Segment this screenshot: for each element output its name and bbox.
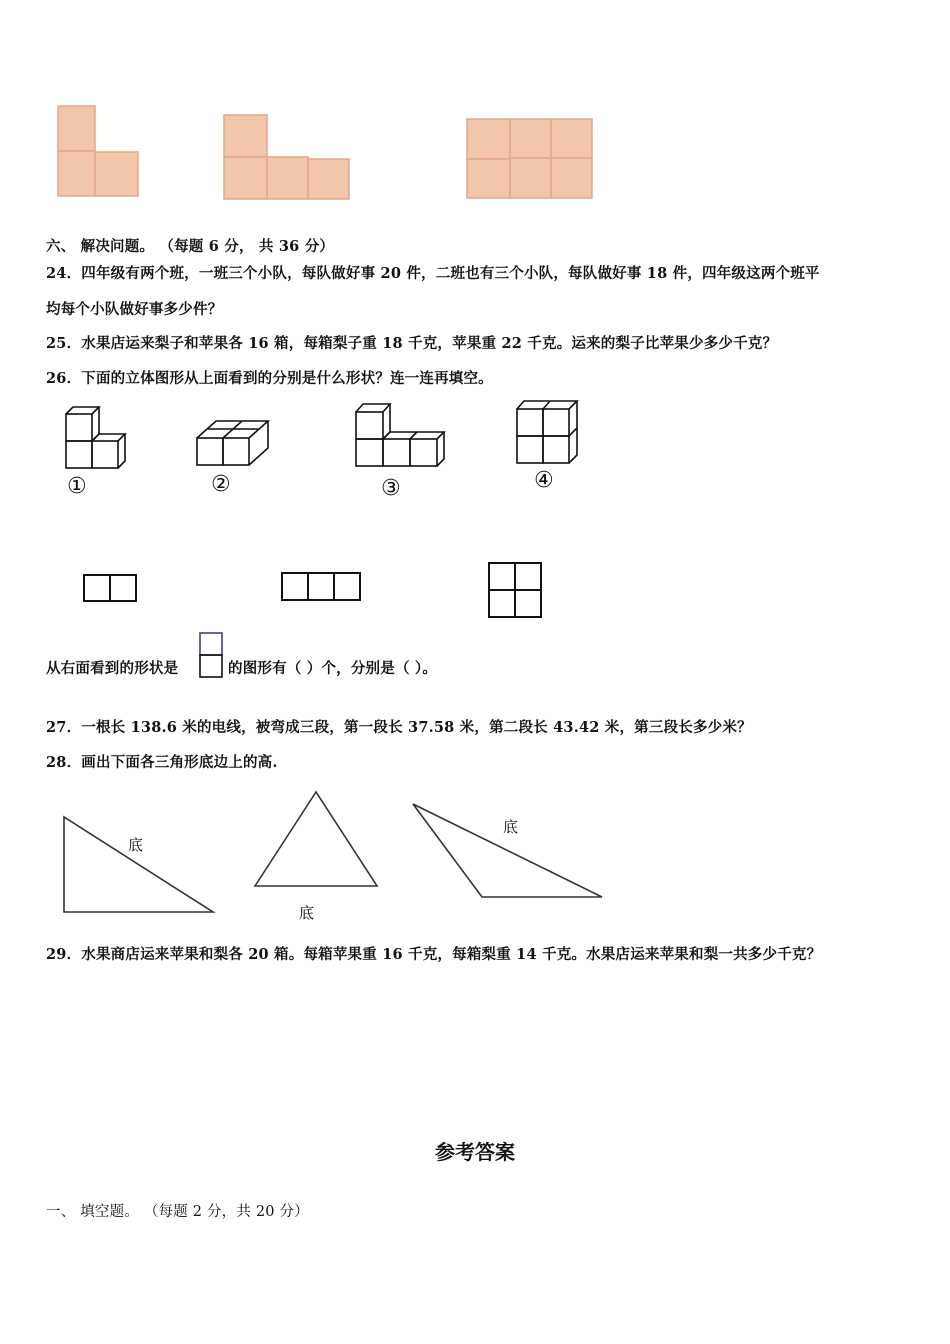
figure-label-1: ①: [67, 474, 87, 499]
figure-label-3: ③: [381, 476, 401, 501]
q24-line2: 均每个小队做好事多少件？: [46, 301, 223, 318]
triangle-2-base-label: 底: [299, 904, 315, 922]
q28-text: 28．画出下面各三角形底边上的高.: [46, 754, 278, 771]
q26-text: 26．下面的立体图形从上面看到的分别是什么形状？连一连再填空。: [46, 370, 493, 387]
q27-text: 27．一根长 138.6 米的电线，被弯成三段，第一段长 37.58 米，第二段长 43.42 米，第三段长多少米？: [46, 719, 752, 736]
triangle-3-base-label: 底: [503, 818, 519, 836]
section-6-header: 六、 解决问题。 （每题 6 分， 共 36 分）: [46, 238, 335, 255]
q24-line1: 24．四年级有两个班，一班三个小队，每队做好事 20 件，二班也有三个小队，每队做好事 18 件，四年级这两个班平: [46, 265, 820, 282]
q26-fill-suffix: 的图形有（ ）个，分别是（ ）。: [228, 660, 438, 677]
q25-text: 25．水果店运来梨子和苹果各 16 箱，每箱梨子重 18 千克，苹果重 22 千克。运来的梨子比苹果少多少千克？: [46, 335, 778, 352]
q29-text: 29．水果商店运来苹果和梨各 20 箱。每箱苹果重 16 千克，每箱梨重 14 千克。水果店运来苹果和梨一共多少千克？: [46, 946, 822, 963]
figure-label-4: ④: [534, 468, 554, 493]
q26-fill-prefix: 从右面看到的形状是: [46, 660, 179, 677]
figure-label-2: ②: [211, 472, 231, 497]
answers-section-1-header: 一、 填空题。 （每题 2 分，共 20 分）: [46, 1204, 309, 1220]
triangle-1-base-label: 底: [128, 836, 144, 854]
answers-title: 参考答案: [435, 1140, 515, 1164]
